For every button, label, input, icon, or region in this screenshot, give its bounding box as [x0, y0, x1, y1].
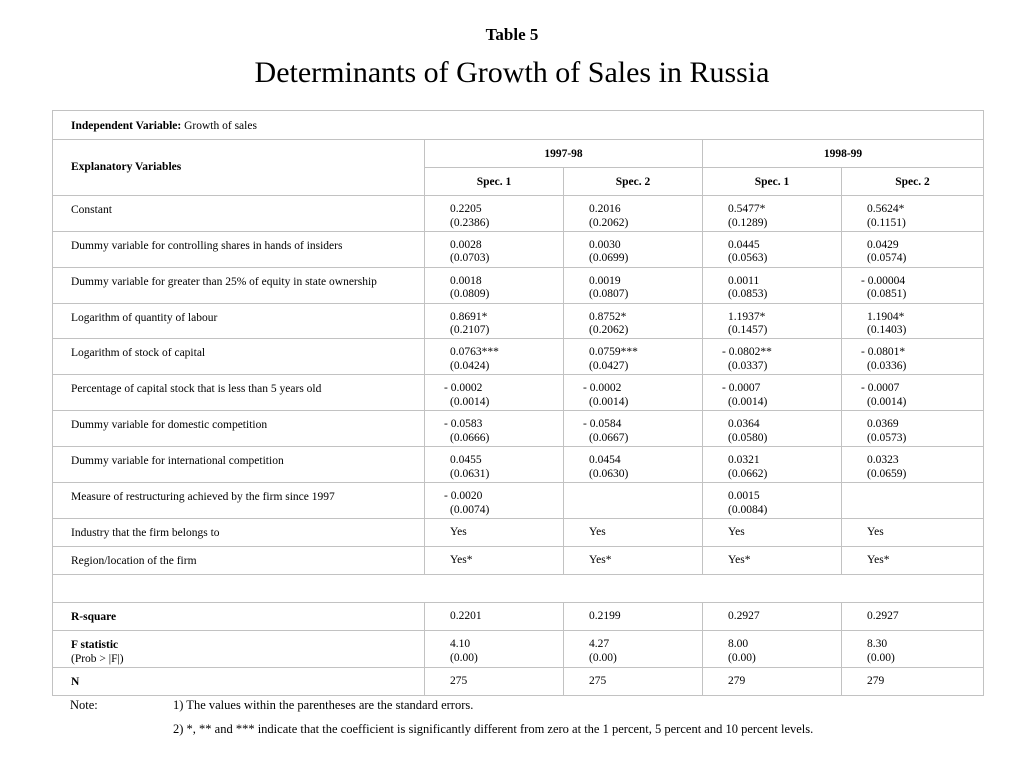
coefficient: 0.0323 [867, 453, 899, 466]
standard-error: (0.0563) [728, 252, 768, 265]
table-row [53, 546, 984, 574]
coefficient: 4.27 [589, 637, 610, 650]
row-label-cell [53, 446, 425, 482]
coefficient: 1.1937* [728, 310, 766, 323]
value-cell [703, 303, 842, 339]
standard-error: (0.0851) [867, 288, 907, 301]
independent-variable-value: Growth of sales [184, 120, 257, 132]
value-cell [842, 231, 984, 267]
coefficient: 8.30 [867, 637, 888, 650]
coefficient: - 0.0007 [722, 381, 761, 394]
rsquare-row [53, 602, 984, 630]
coefficient: 0.0030 [589, 238, 621, 251]
table-row [53, 231, 984, 267]
standard-error: (0.00) [450, 651, 478, 664]
value-cell [703, 231, 842, 267]
value-cell [564, 546, 703, 574]
value-cell [842, 518, 984, 546]
value-cell [703, 667, 842, 695]
standard-error: (0.0807) [589, 288, 629, 301]
standard-error: (0.0631) [450, 467, 490, 480]
standard-error: (0.0427) [589, 359, 629, 372]
table-number: Table 5 [485, 25, 539, 44]
n-value: 279 [867, 674, 885, 687]
coefficient: Yes [867, 525, 884, 538]
value-cell [425, 546, 564, 574]
coefficient: - 0.0801* [861, 346, 906, 359]
row-label: Dummy variable for greater than 25% of equity in state ownership [71, 275, 377, 288]
row-label: Dummy variable for international competition [71, 454, 284, 467]
coefficient: - 0.0007 [861, 381, 900, 394]
value-cell [703, 196, 842, 232]
coefficient: 0.8752* [589, 310, 627, 323]
coefficient: - 0.00004 [861, 274, 906, 287]
spec-header: Spec. 2 [564, 168, 703, 196]
value-cell [564, 374, 703, 410]
coefficient: 0.0019 [589, 274, 621, 287]
standard-error: (0.0574) [867, 252, 907, 265]
standard-error: (0.0630) [589, 467, 629, 480]
standard-error: (0.0014) [867, 395, 907, 408]
value-cell [425, 630, 564, 667]
rsquare-value: 0.2201 [450, 609, 482, 622]
value-cell [564, 196, 703, 232]
note-line-1: 1) The values within the parentheses are the standard errors. [173, 698, 474, 712]
independent-variable-cell [53, 111, 984, 140]
value-cell [425, 518, 564, 546]
table-row [53, 482, 984, 518]
coefficient: 0.2205 [450, 203, 482, 215]
coefficient: 0.0321 [728, 453, 760, 466]
coefficient: Yes* [589, 553, 612, 566]
value-cell [564, 231, 703, 267]
coefficient: Yes [728, 525, 745, 538]
value-cell [425, 410, 564, 446]
standard-error: (0.0084) [728, 503, 768, 516]
coefficient: 0.0759*** [589, 346, 638, 359]
coefficient: 0.5477* [728, 203, 766, 215]
regression-table [52, 110, 984, 696]
standard-error: (0.00) [867, 651, 895, 664]
table-row [53, 446, 984, 482]
page-title: Determinants of Growth of Sales in Russia [254, 56, 770, 89]
coefficient: - 0.0802** [722, 346, 772, 359]
row-label-cell [53, 196, 425, 232]
coefficient: 0.0455 [450, 453, 482, 466]
table-row [53, 339, 984, 375]
fstat-label: F statistic [71, 638, 119, 651]
coefficient: - 0.0583 [444, 417, 483, 430]
row-label-cell [53, 518, 425, 546]
table-row [53, 196, 984, 232]
value-cell [703, 267, 842, 303]
row-label-cell [53, 339, 425, 375]
coefficient: 1.1904* [867, 310, 905, 323]
value-cell [425, 267, 564, 303]
standard-error: (0.0659) [867, 467, 907, 480]
value-cell [425, 667, 564, 695]
row-label-cell [53, 303, 425, 339]
spec-header: Spec. 2 [842, 168, 984, 196]
value-cell [564, 339, 703, 375]
value-cell [842, 602, 984, 630]
spacer-row [53, 574, 984, 602]
table-row [53, 374, 984, 410]
value-cell [425, 303, 564, 339]
standard-error: (0.0336) [867, 359, 907, 372]
value-cell [425, 602, 564, 630]
value-cell [425, 374, 564, 410]
value-cell [703, 546, 842, 574]
row-label-cell [53, 231, 425, 267]
coefficient: 0.2016 [589, 203, 621, 215]
row-label-cell [53, 630, 425, 667]
standard-error: (0.0853) [728, 288, 768, 301]
standard-error: (0.0014) [450, 395, 490, 408]
value-cell [703, 410, 842, 446]
standard-error: (0.1403) [867, 324, 907, 337]
rsquare-label: R-square [71, 610, 117, 623]
standard-error: (0.0666) [450, 431, 490, 444]
value-cell [842, 374, 984, 410]
coefficient: Yes* [867, 553, 890, 566]
value-cell [703, 482, 842, 518]
standard-error: (0.0014) [728, 395, 768, 408]
coefficient: 0.0454 [589, 453, 621, 466]
standard-error: (0.0424) [450, 359, 490, 372]
value-cell [842, 410, 984, 446]
period-header-1997-98: 1997-98 [425, 140, 703, 168]
coefficient: Yes [589, 525, 606, 538]
row-label-cell [53, 602, 425, 630]
coefficient: Yes* [728, 553, 751, 566]
spacer-cell [53, 574, 984, 602]
value-cell [703, 339, 842, 375]
coefficient: Yes [450, 525, 467, 538]
row-label-cell [53, 267, 425, 303]
independent-variable-label: Independent Variable: [71, 120, 182, 132]
coefficient: - 0.0584 [583, 417, 622, 430]
row-label: Logarithm of quantity of labour [71, 311, 218, 324]
row-label: Region/location of the firm [71, 554, 197, 567]
standard-error: (0.0703) [450, 252, 490, 265]
table-row [53, 267, 984, 303]
standard-error: (0.2386) [450, 216, 490, 229]
coefficient: 0.0364 [728, 417, 760, 430]
n-value: 275 [450, 674, 468, 687]
coefficient: 0.0763*** [450, 346, 499, 359]
standard-error: (0.0662) [728, 467, 768, 480]
coefficient: 0.0015 [728, 489, 760, 502]
standard-error: (0.0014) [589, 395, 629, 408]
row-label: Dummy variable for controlling shares in hands of insiders [71, 239, 343, 252]
row-label: Percentage of capital stock that is less than 5 years old [71, 382, 322, 395]
period-header-1998-99: 1998-99 [703, 140, 984, 168]
value-cell [842, 303, 984, 339]
n-label: N [71, 675, 80, 688]
value-cell [564, 303, 703, 339]
n-value: 275 [589, 674, 607, 687]
row-label: Logarithm of stock of capital [71, 347, 206, 360]
value-cell [564, 446, 703, 482]
row-label-cell [53, 410, 425, 446]
standard-error: (0.2062) [589, 216, 629, 229]
coefficient: 0.0028 [450, 238, 482, 251]
standard-error: (0.0573) [867, 431, 907, 444]
value-cell [703, 630, 842, 667]
value-cell [425, 196, 564, 232]
standard-error: (0.1457) [728, 324, 768, 337]
value-cell [842, 482, 984, 518]
standard-error: (0.2062) [589, 324, 629, 337]
coefficient: - 0.0002 [583, 381, 622, 394]
spec-header: Spec. 1 [703, 168, 842, 196]
value-cell [564, 602, 703, 630]
coefficient: 4.10 [450, 637, 471, 650]
value-cell [842, 267, 984, 303]
row-label: Industry that the firm belongs to [71, 526, 220, 539]
row-label-cell [53, 546, 425, 574]
coefficient: 0.5624* [867, 203, 905, 215]
rsquare-value: 0.2927 [728, 609, 760, 622]
standard-error: (0.1289) [728, 216, 768, 229]
value-cell [703, 518, 842, 546]
coefficient: 0.0011 [728, 274, 760, 287]
value-cell [564, 267, 703, 303]
value-cell [425, 231, 564, 267]
coefficient: 0.0018 [450, 274, 482, 287]
table-row [53, 518, 984, 546]
value-cell [425, 446, 564, 482]
row-label-cell [53, 374, 425, 410]
note-line-2: 2) *, ** and *** indicate that the coefficient is significantly different from zero at the 1 percent, 5 percent and 10 percent levels. [173, 722, 814, 736]
value-cell [703, 374, 842, 410]
value-cell [842, 196, 984, 232]
value-cell [842, 546, 984, 574]
fstat-row [53, 630, 984, 667]
row-label-cell [53, 482, 425, 518]
value-cell [842, 446, 984, 482]
value-cell [564, 482, 703, 518]
coefficient: Yes* [450, 553, 473, 566]
value-cell [564, 630, 703, 667]
rsquare-value: 0.2199 [589, 609, 621, 622]
value-cell [564, 667, 703, 695]
explanatory-variables-header: Explanatory Variables [53, 140, 425, 196]
value-cell [425, 339, 564, 375]
row-label-cell [53, 667, 425, 695]
fstat-sublabel: (Prob > |F|) [71, 653, 124, 666]
value-cell [842, 339, 984, 375]
value-cell [564, 410, 703, 446]
coefficient: - 0.0020 [444, 489, 483, 502]
standard-error: (0.0667) [589, 431, 629, 444]
table-row [53, 410, 984, 446]
standard-error: (0.2107) [450, 324, 490, 337]
coefficient: - 0.0002 [444, 381, 483, 394]
coefficient: 0.0369 [867, 417, 899, 430]
standard-error: (0.00) [728, 651, 756, 664]
rsquare-value: 0.2927 [867, 609, 899, 622]
row-label: Dummy variable for domestic competition [71, 418, 268, 431]
spec-header: Spec. 1 [425, 168, 564, 196]
standard-error: (0.0074) [450, 503, 490, 516]
value-cell [564, 518, 703, 546]
standard-error: (0.0337) [728, 359, 768, 372]
n-value: 279 [728, 674, 746, 687]
value-cell [842, 630, 984, 667]
table-row [53, 303, 984, 339]
standard-error: (0.1151) [867, 216, 906, 229]
coefficient: 0.0445 [728, 238, 760, 251]
standard-error: (0.0580) [728, 431, 768, 444]
standard-error: (0.00) [589, 651, 617, 664]
n-row [53, 667, 984, 695]
value-cell [703, 446, 842, 482]
coefficient: 0.0429 [867, 238, 899, 251]
coefficient: 0.8691* [450, 310, 488, 323]
standard-error: (0.0809) [450, 288, 490, 301]
coefficient: 8.00 [728, 637, 749, 650]
row-label: Constant [71, 204, 112, 216]
value-cell [425, 482, 564, 518]
standard-error: (0.0699) [589, 252, 629, 265]
value-cell [842, 667, 984, 695]
note-label: Note: [70, 698, 98, 712]
row-label: Measure of restructuring achieved by the firm since 1997 [71, 490, 335, 503]
value-cell [703, 602, 842, 630]
